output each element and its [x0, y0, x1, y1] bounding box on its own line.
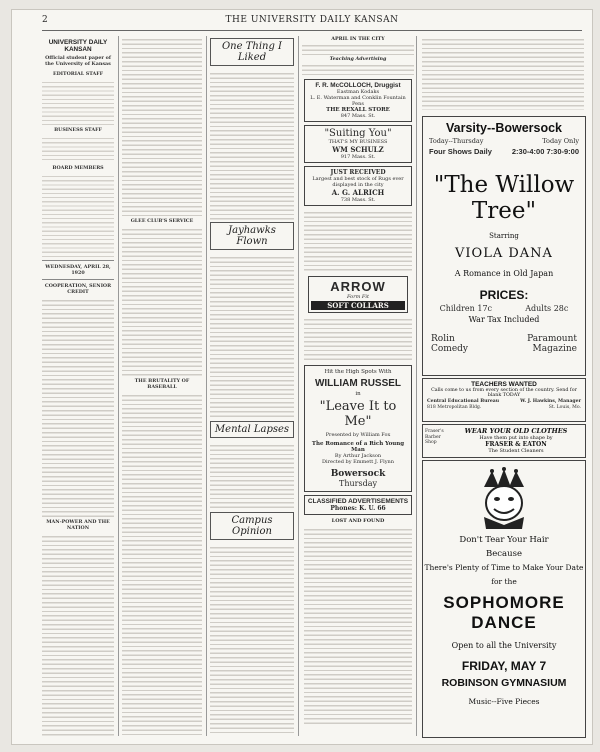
prices-children: Children 17c — [439, 304, 493, 313]
cleaners-ad — [422, 424, 586, 458]
soph-music: Music--Five Pieces — [468, 697, 540, 706]
soph-title-1: SOPHOMORE — [443, 593, 565, 612]
russel-author: By Arthur Jackson — [334, 453, 382, 459]
suiting-heading: "Suiting You" — [324, 128, 392, 139]
ads-mid-text-2 — [304, 316, 412, 362]
willow-starring: Starring — [489, 232, 519, 240]
soph-line-4: for the — [491, 577, 517, 586]
teachers-heading: TEACHERS WANTED — [471, 381, 537, 388]
masthead-title: THE UNIVERSITY DAILY KANSAN — [225, 15, 399, 25]
suiting-name: WM SCHULZ — [332, 145, 384, 154]
editorial-1-body — [42, 297, 114, 517]
varsity-shows: Four Shows Daily — [429, 147, 492, 156]
teachers-line: Calls come to us from every section of the country. Send for blank TODAY — [431, 388, 577, 398]
prices-adults: Adults 28c — [525, 304, 569, 313]
teachers-city: St. Louis, Mo. — [548, 405, 581, 410]
cleaners-heading: WEAR YOUR OLD CLOTHES — [464, 427, 568, 435]
varsity-days-left: Today--Thursday — [429, 137, 484, 145]
jayhawks-flown-heading: Jayhawks Flown — [210, 222, 294, 250]
druggist-name: F. R. McCOLLOCH, Druggist — [315, 82, 401, 89]
one-thing-i-liked-heading: One Thing I Liked — [210, 38, 294, 66]
date-line: WEDNESDAY, APRIL 28, 1920 — [45, 264, 111, 276]
paper-name: UNIVERSITY DAILY KANSAN — [48, 39, 108, 53]
top-right-story — [422, 36, 584, 110]
russel-box — [304, 365, 412, 492]
russel-ad-1: The Romance of a Rich Young Man — [311, 441, 405, 453]
willow-star: VIOLA DANA — [455, 246, 553, 261]
soph-date: FRIDAY, MAY 7 — [461, 659, 547, 673]
russel-title: "Leave It to Me" — [319, 399, 397, 429]
jayhawks-body — [210, 254, 294, 419]
teachers-bureau: Central Educational Bureau — [427, 399, 500, 404]
soph-place: ROBINSON GYMNASIUM — [441, 677, 567, 689]
russel-in: in — [355, 391, 361, 397]
soph-open: Open to all the University — [451, 641, 557, 650]
druggist-line-1: Eastman Kodaks — [336, 89, 380, 95]
arrow-box — [308, 276, 408, 313]
prices-heading: PRICES: — [479, 288, 529, 302]
teachers-rep: W. J. Hawkins, Manager — [520, 399, 581, 404]
teachers-ad — [422, 378, 586, 422]
week-heading-2: APRIL IN THE CITY — [331, 36, 385, 42]
editorial-2-title: MAN-POWER AND THE NATION — [46, 519, 110, 531]
suiting-addr: 917 Mass. St. — [340, 154, 376, 160]
lost-found-body-2 — [304, 526, 412, 726]
glee-club-title: GLEE CLUB'S SERVICE — [130, 218, 194, 224]
board-heading: BOARD MEMBERS — [52, 165, 104, 171]
newspaper-page — [12, 10, 592, 744]
column-3 — [210, 36, 294, 736]
one-thing-body — [210, 70, 294, 220]
druggist-line-3: THE REXALL STORE — [326, 107, 390, 113]
classified-phones-2: Phones: K. U. 66 — [330, 505, 386, 512]
paper-subtitle: Official student paper of the University of Kansas — [45, 55, 111, 67]
business-staff-heading: BUSINESS STAFF — [54, 127, 102, 133]
rugs-box — [304, 166, 412, 206]
soph-line-1: Don't Tear Your Hair — [459, 535, 549, 545]
willow-tagline: A Romance in Old Japan — [454, 269, 554, 278]
russel-intro: Hit the High Spots With — [324, 369, 392, 375]
rugs-name: A. G. ALRICH — [331, 188, 385, 197]
teachers-info-2 — [423, 405, 585, 410]
editorial-1-title: COOPERATION, SENIOR CREDIT — [44, 283, 112, 295]
russel-director: Directed by Emmett J. Flynn — [322, 459, 394, 465]
russel-name: WILLIAM RUSSEL — [314, 378, 402, 389]
col2-body-top — [122, 36, 202, 216]
column-1 — [42, 36, 114, 736]
glee-club-body — [122, 226, 202, 376]
druggist-line-2: L. E. Waterman and Conklin Fountain Pens — [310, 95, 406, 107]
bowersock-day: Thursday — [339, 479, 377, 488]
column-2 — [122, 36, 202, 736]
teaching-body-2 — [302, 62, 414, 76]
suiting-line: THAT'S MY BUSINESS — [328, 139, 388, 145]
masthead — [42, 10, 582, 31]
campus-opinion-body — [210, 544, 294, 736]
druggist-addr: 847 Mass. St. — [340, 113, 376, 119]
prices-row — [423, 304, 585, 313]
varsity-ad — [422, 116, 586, 376]
teachers-addr: 818 Metropolitan Bldg. — [427, 405, 482, 410]
druggist-box — [304, 79, 412, 122]
mental-lapses-heading: Mental Lapses — [210, 421, 294, 438]
editorial-2-body — [42, 533, 114, 736]
varsity-times: 2:30-4:00 7:30-9:00 — [511, 147, 579, 156]
page-number: 2 — [42, 15, 49, 25]
campus-opinion-heading: Campus Opinion — [210, 512, 294, 540]
arrow-collars: SOFT COLLARS — [311, 301, 405, 310]
classified-heading-2: CLASSIFIED ADVERTISEMENTS — [307, 498, 409, 505]
prices-tax: War Tax Included — [468, 315, 540, 324]
soph-title-2: DANCE — [471, 613, 537, 632]
varsity-days-right: Today Only — [542, 137, 579, 145]
brutality-title: THE BRUTALITY OF BASEBALL — [134, 378, 190, 390]
cleaners-sub: The Student Cleaners — [488, 448, 544, 454]
varsity-days — [423, 135, 585, 147]
varsity-title: Varsity--Bowersock — [445, 121, 563, 135]
jester-illustration-icon — [474, 467, 534, 531]
business-listing — [42, 135, 114, 163]
soph-line-3: There's Plenty of Time to Make Your Date — [424, 563, 584, 572]
soph-line-2: Because — [486, 549, 522, 559]
cleaners-line: Have them put into shape by — [479, 435, 553, 441]
staff-listing — [42, 79, 114, 125]
teaching-heading-2: Teaching Advertising — [329, 56, 387, 62]
rugs-heading: JUST RECEIVED — [330, 169, 386, 176]
arrow-brand: ARROW — [330, 279, 386, 294]
varsity-showtimes — [423, 147, 585, 156]
suiting-box — [304, 125, 412, 163]
teachers-info — [423, 398, 585, 405]
editorial-staff-heading: EDITORIAL STAFF — [52, 71, 104, 77]
willow-title: "The Willow Tree" — [433, 172, 575, 224]
paramount-magazine: Paramount Magazine — [527, 334, 577, 354]
mental-lapses-body — [210, 442, 294, 510]
ads-top-text — [302, 36, 414, 76]
ads-mid-text — [304, 209, 412, 273]
ads-stack — [302, 36, 414, 736]
program-extras — [423, 334, 585, 354]
week-body-2 — [302, 42, 414, 56]
rolin-comedy: Rolin Comedy — [431, 334, 469, 354]
rugs-line: Largest and best stock of Rugs ever displayed in the city — [312, 176, 404, 188]
arrow-sub: Form Fit — [346, 294, 369, 300]
russel-presented: Presented by William Fox — [325, 432, 391, 438]
sophomore-dance-ad — [422, 460, 586, 738]
bowersock-name: Bowersock — [330, 469, 386, 479]
cleaners-name: FRASER & EATON — [485, 441, 547, 448]
brutality-body — [122, 392, 202, 736]
lost-found-heading-2: LOST AND FOUND — [331, 518, 385, 524]
barber-left: Fraser's Barber Shop — [425, 429, 444, 445]
classified-box-2 — [304, 495, 412, 515]
rugs-addr: 738 Mass. St. — [340, 197, 376, 203]
board-listing — [42, 173, 114, 257]
